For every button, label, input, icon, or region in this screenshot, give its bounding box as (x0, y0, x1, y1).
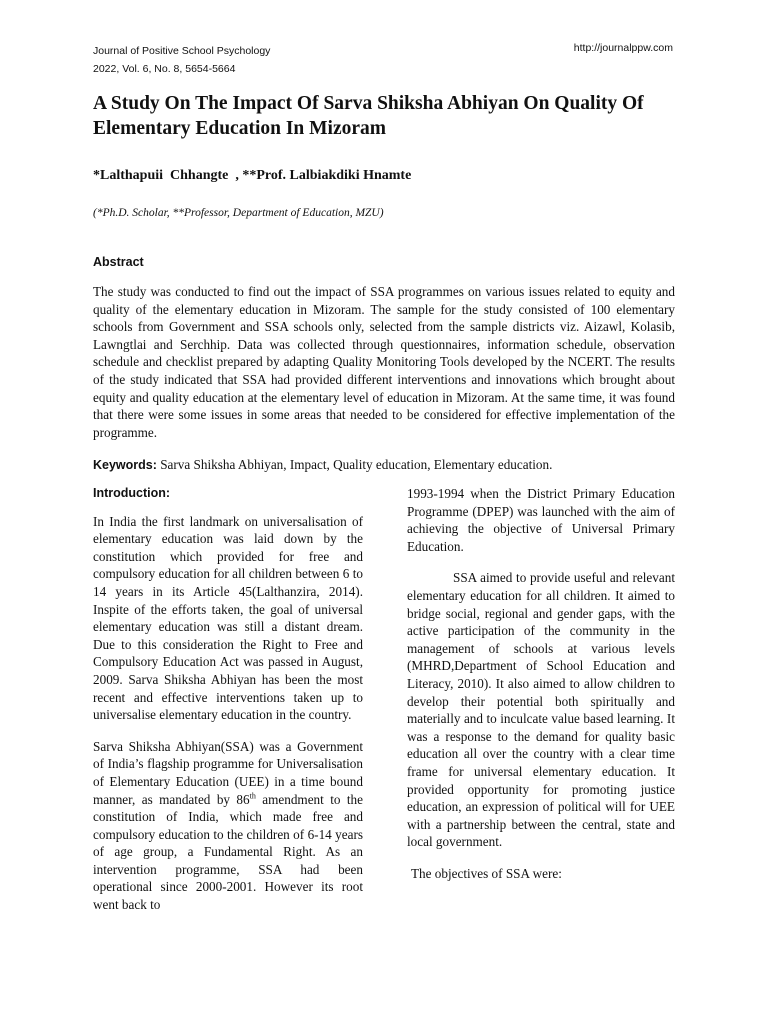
abstract-heading: Abstract (93, 255, 144, 269)
journal-name: Journal of Positive School Psychology (93, 45, 271, 57)
superscript-th: th (249, 791, 256, 801)
introduction-heading: Introduction: (93, 486, 171, 500)
right-column (407, 485, 675, 896)
intro-paragraph-1: In India the first landmark on universalisation of elementary education was laid down by the constitution which provided for free and compulsory education for all children between 6 to 14 years in its Article 45(Lalthanzira, 2014). Inspite of the efforts taken, the goal of universal elementary education was still a distant dream. Due to this consideration the Right to Free and Compulsory Education Act was passed in August, 2009. Sarva Shiksha Abhiyan has been the most recent and effective interventions taken up to universalise elementary education in the country. (93, 513, 363, 723)
intro-paragraph-4: SSA aimed to provide useful and relevant elementary education for all children. It aimed to bridge social, regional and gender gaps, with the active participation of the community in the management of schools at various levels (MHRD,Department of School Education and Literacy, 2010). It also aimed to allow children to develop their potential both spiritually and materially and to inculcate value based learning. It was a response to the demand for quality basic education all over the country with a clear time frame for universal elementary education. It provided opportunity for promoting justice education, an expression of political will for UEE with a partnership between the central, state and local government. (407, 570, 675, 850)
objectives-lead: The objectives of SSA were: (411, 865, 562, 881)
intro-paragraph-2 (93, 738, 363, 914)
journal-issue: 2022, Vol. 6, No. 8, 5654-5664 (93, 63, 236, 75)
intro-paragraph-2-a: Sarva Shiksha Abhiyan(SSA) was a Government of India’s flagship programme for Universalisation of Elementary Education (UEE) in a time bound manner, as mandated by 86 (93, 738, 363, 807)
keywords-label: Keywords: (93, 458, 157, 472)
journal-header (93, 42, 270, 78)
intro-paragraph-3: 1993-1994 when the District Primary Education Programme (DPEP) was launched with the aim of achieving the objective of Universal Primary Education. (407, 486, 675, 554)
left-column (93, 485, 363, 928)
keywords-line (93, 457, 552, 473)
keywords-text: Sarva Shiksha Abhiyan, Impact, Quality education, Elementary education. (156, 457, 553, 472)
paper-authors: *Lalthapuii Chhangte , **Prof. Lalbiakdiki Hnamte (93, 168, 412, 183)
journal-url[interactable]: http://journalppw.com (573, 42, 673, 54)
intro-paragraph-2-b: amendment to the constitution of India, which made free and compulsory education to the children of 6-14 years of age group, a Fundamental Right. As an intervention programme, SSA had been operational since 2000-2001. However its root went back to (93, 791, 364, 913)
paper-title: A Study On The Impact Of Sarva Shiksha Abhiyan On Quality Of Elementary Education In Mizoram (93, 93, 644, 139)
author-affiliation: (*Ph.D. Scholar, **Professor, Department of Education, MZU) (93, 207, 384, 219)
abstract-text: The study was conducted to find out the impact of SSA programmes on various issues related to equity and quality of the elementary education in Mizoram. The sample for the study consisted of 100 elementary schools from Government and SSA schools only, selected from the sample districts viz. Aizawl, Kolasib, Lawngtlai and Serchhip. Data was collected through questionnaires, information schedule, observation schedule and checklist prepared by adapting Quality Monitoring Tools developed by the NCERT. The results of the study indicated that SSA had provided different interventions and innovations which brought about equity and quality education at the elementary level of education in Mizoram. At the same time, it was found that there were some issues in some areas that needed to be considered for effective implementation of the programme. (93, 284, 675, 440)
